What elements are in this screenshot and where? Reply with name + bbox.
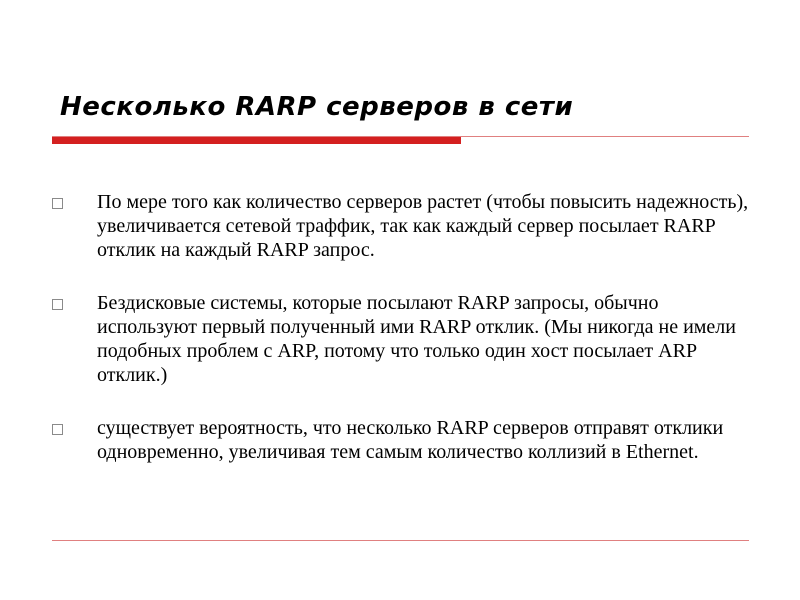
footer-divider-line <box>52 540 749 541</box>
bullet-text: По мере того как количество серверов растет (чтобы повысить надежность), увеличивается сетевой траффик, так как каждый сервер посылает RARP отклик на каждый RARP запрос. <box>97 191 749 261</box>
square-bullet-icon <box>52 198 63 209</box>
slide-title: Несколько RARP серверов в сети <box>60 92 574 122</box>
bullet-item <box>52 291 752 387</box>
bullet-text: существует вероятность, что несколько RARP серверов отправят отклики одновременно, увеличивая тем самым количество коллизий в Ethernet. <box>97 417 724 463</box>
bullet-item <box>52 416 752 464</box>
square-bullet-icon <box>52 424 63 435</box>
title-accent-bar <box>52 137 461 144</box>
bullet-item <box>52 190 752 262</box>
square-bullet-icon <box>52 299 63 310</box>
bullet-list <box>52 190 752 493</box>
bullet-text: Бездисковые системы, которые посылают RARP запросы, обычно используют первый полученный ими RARP отклик. (Мы никогда не имели подобных проблем с ARP, потому что только один хост посылает ARP отклик.) <box>97 292 736 386</box>
